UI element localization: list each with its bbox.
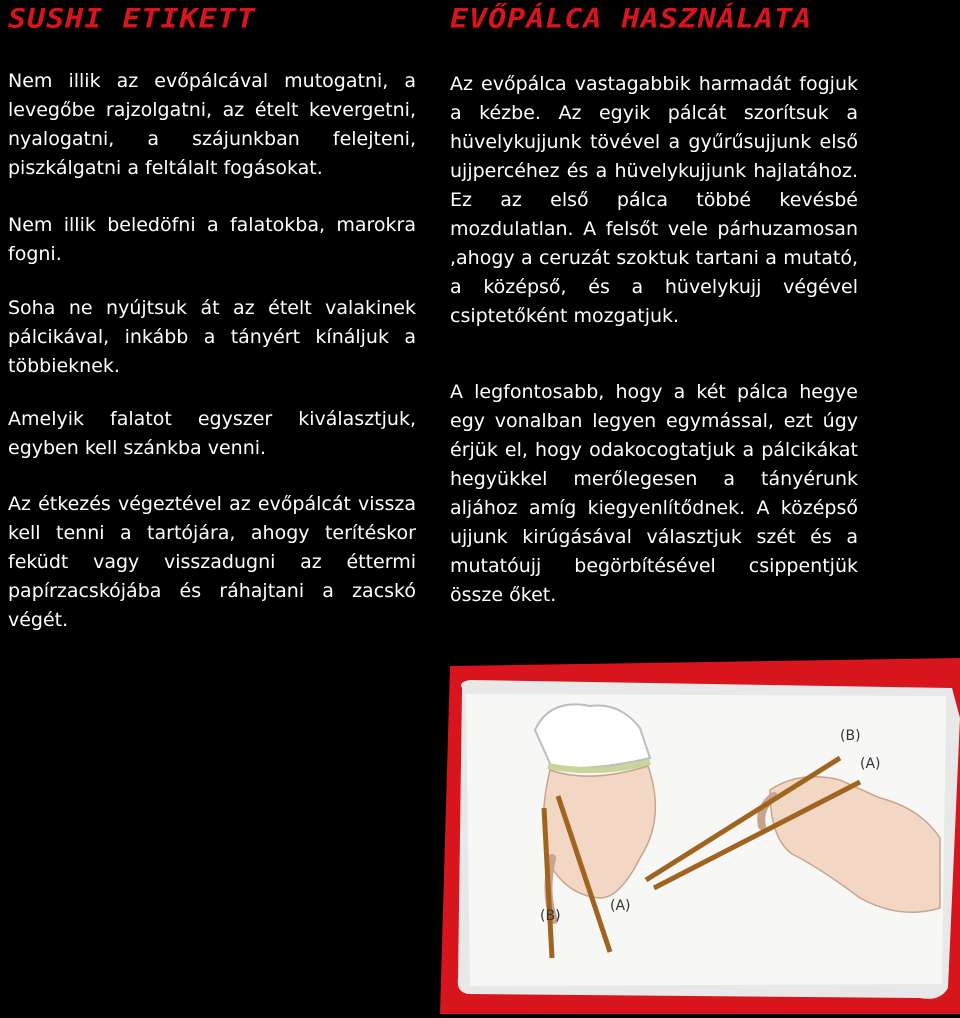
section-title-etiquette: SUSHI ETIKETT	[8, 3, 256, 35]
chopstick-paragraph-2: A legfontosabb, hogy a két pálca hegye egy vonalban legyen egymással, ezt úgy érjük el, hogy odakocogtatjuk a pálcikákat hegyükkel merőlegesen a tányérunk aljához amíg kiegyenlítődnek. A középső ujjunk kirúgásával választjuk szét és a mutatóujj begörbítésével csippentjük össze őket.	[450, 381, 858, 606]
chopstick-illustration	[440, 658, 960, 1014]
etiquette-paragraph-2: Nem illik beledöfni a falatokba, marokra fogni.	[8, 214, 416, 265]
chopstick-illustration-svg	[440, 658, 960, 1014]
etiquette-paragraph-3: Soha ne nyújtsuk át az ételt valakinek pálcikával, inkább a tányért kínáljuk a többieknek.	[8, 297, 416, 377]
etiquette-paragraph-4: Amelyik falatot egyszer kiválasztjuk, egyben kell szánkba venni.	[8, 408, 416, 459]
etiquette-paragraph-5: Az étkezés végeztével az evőpálcát vissza kell tenni a tartójára, ahogy terítéskor feküdt vagy visszadugni az éttermi papírzacskójába és ráhajtani a zacskó végét.	[8, 493, 416, 631]
label-a-left: (A)	[610, 898, 631, 914]
label-a-right: (A)	[860, 756, 881, 772]
chopstick-paragraph-1: Az evőpálca vastagabbik harmadát fogjuk a kézbe. Az egyik pálcát szorítsuk a hüvelykujjunk tövével a gyűrűsujjunk első ujjpercéhez és a hüvelykujjunk hajlatához. Ez az első pálca többé kevésbé mozdulatlan. A felsőt vele párhuzamosan ,ahogy a ceruzát szoktuk tartani a mutató, a középső, és a hüvelykujj végével csiptetőként mozgatjuk.	[450, 73, 858, 327]
label-b-left: (B)	[540, 908, 561, 924]
etiquette-paragraph-1: Nem illik az evőpálcával mutogatni, a levegőbe rajzolgatni, az ételt kevergetni, nyalogatni, a szájunkban felejteni, piszkálgatni a feltálalt fogásokat.	[8, 70, 416, 179]
section-title-chopsticks: EVŐPÁLCA HASZNÁLATA	[450, 3, 813, 35]
label-b-right: (B)	[840, 728, 861, 744]
